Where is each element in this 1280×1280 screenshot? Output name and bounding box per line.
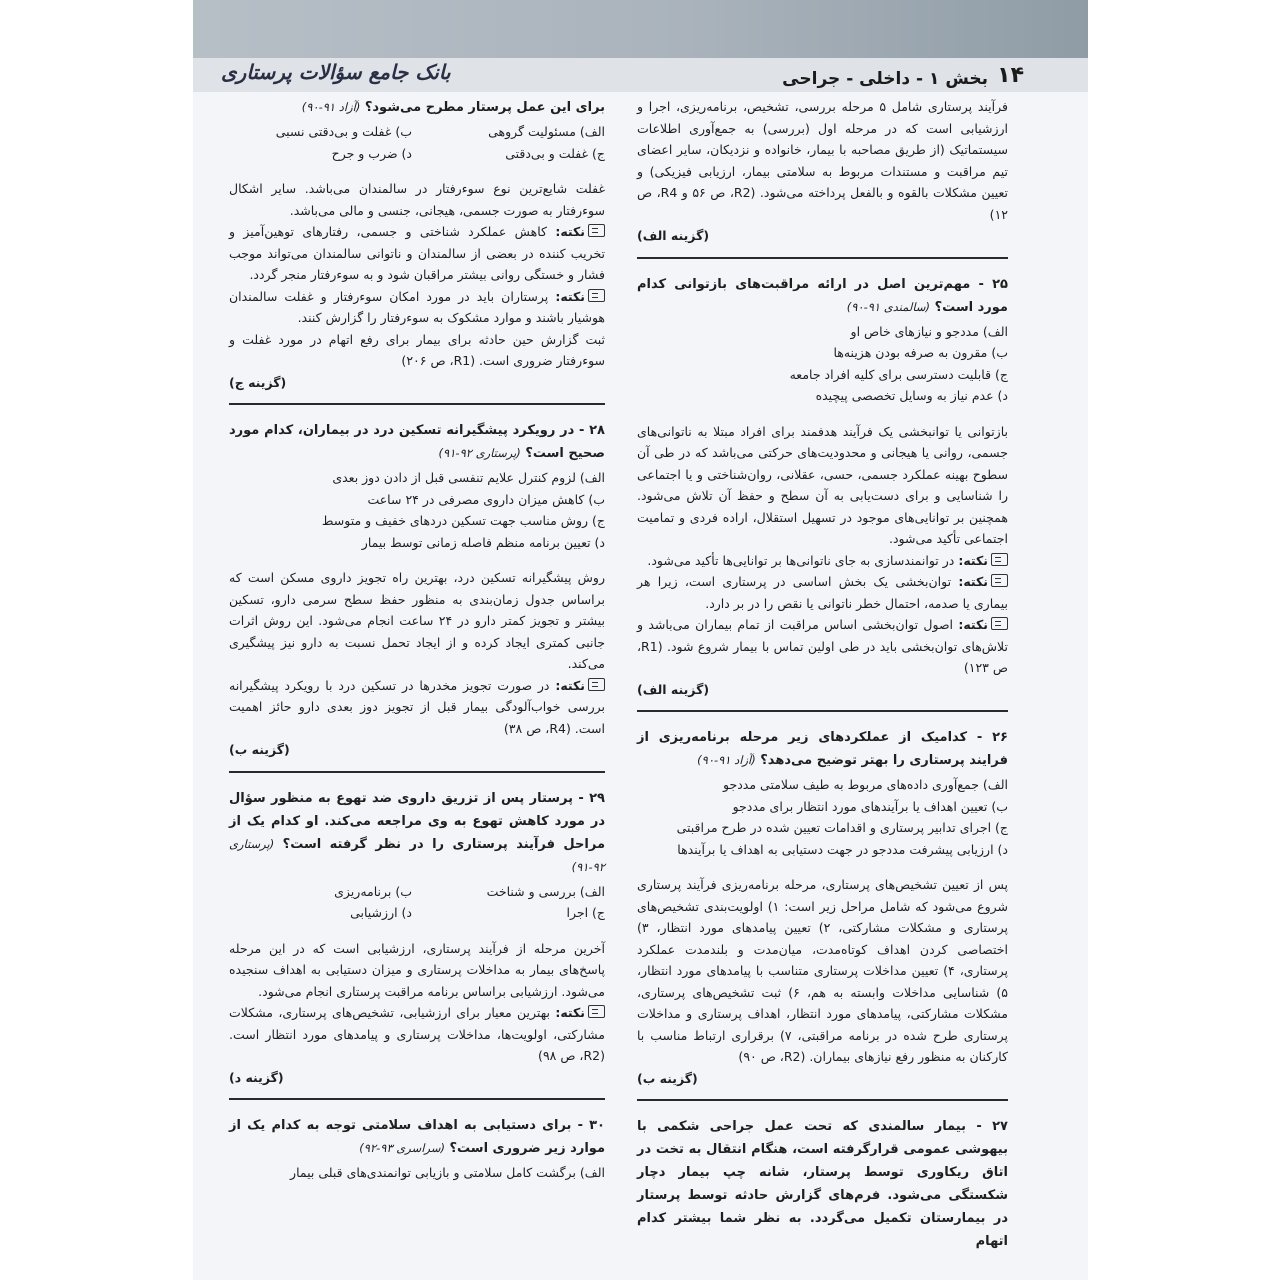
options-27 <box>229 121 605 164</box>
divider <box>637 257 1008 259</box>
options-29 <box>229 881 605 924</box>
explanation-26: پس از تعیین تشخیص‌های پرستاری، مرحله برنامه‌ریزی فرآیند پرستاری شروع می‌شود که شامل مراحل زیر است: ۱) اولویت‌بندی تشخیص‌های پرستاری و مشکلات مشارکتی، ۲) تعیین پیامدهای مورد انتظار، ۳) اختصاصی کردن اهداف کوتاه‌مدت، میان‌مدت و بلندمدت عملکرد پرستاری، ۴) تعیین مداخلات پرستاری متناسب با پیامدهای مورد انتظار، ۵) شناسایی مداخلات وابسته به هم، ۶) ثبت تشخیص‌های پرستاری، مشکلات مشارکتی، پیامدهای مورد انتظار، اهداف پرستاری و مداخلات پرستاری طرح شده در برنامه مراقبتی، ۷) برقراری ارتباط مناسب با کارکنان به منظور رفع نیازهای بیماران. (R2، ص ۹۰) <box>637 877 1009 1064</box>
note: نکته: در صورت تجویز مخدرها در تسکین درد با رویکرد پیشگیرانه بررسی خواب‌آلودگی بیمار قبل از تجویز دوز بعدی دارو حائز اهمیت است. (R4، ص ۳۸) <box>229 677 605 736</box>
note: نکته: توان‌بخشی یک بخش اساسی در پرستاری است، زیرا هر بیماری یا صدمه، احتمال خطر ناتوانی یا نقص را در بر دارد. <box>637 574 1008 611</box>
question-source: (آزاد ۹۱-۹۰) <box>697 753 756 767</box>
divider <box>229 1098 605 1100</box>
answer-label: (گزینه الف) <box>637 681 710 697</box>
divider <box>637 710 1008 712</box>
option: ج) قابلیت دسترسی برای کلیه افراد جامعه <box>789 366 1008 382</box>
options-26 <box>637 774 1008 860</box>
question-25: ۲۵ - مهم‌ترین اصل در ارائه مراقبت‌های بازتوانی کدام مورد است؟ (سالمندی ۹۱-۹۰) <box>637 276 1008 315</box>
divider <box>229 403 605 405</box>
note: نکته: پرستاران باید در مورد امکان سوءرفتار و غفلت سالمندان هوشیار باشند و موارد مشکوک به سوءرفتار را گزارش کنند. <box>229 288 605 325</box>
answer-label: (گزینه الف) <box>637 228 710 243</box>
option: الف) لزوم کنترل علایم تنفسی قبل از دادن دوز بعدی <box>332 470 605 485</box>
option: الف) جمع‌آوری داده‌های مربوط به طیف سلامتی مددجو <box>723 777 1008 792</box>
question-27-continued: برای این عمل پرستار مطرح می‌شود؟ (آزاد ۹۱-۹۰) <box>301 100 605 115</box>
note: نکته: بهترین معیار برای ارزشیابی، تشخیص‌های پرستاری، مشکلات مشارکتی، اولویت‌ها، مداخلات پرستاری و پیامدهای مورد انتظار است. (R2، ص ۹۸) <box>229 1005 605 1063</box>
option: الف) بررسی و شناخت <box>486 883 605 899</box>
explanation-25: بازتوانی یا توانبخشی یک فرآیند هدفمند برای افراد مبتلا به ناتوانی‌های جسمی، روانی یا هیجانی و محدودیت‌های حرکتی می‌باشد که در طی آن سطوح بهینه عملکرد جسمی، حسی، عقلانی، روان‌شناختی و یا اجتماعی را شناسایی و برای دست‌یابی به آن سطح و حفظ آن تلاش می‌شود. همچنین بر توانایی‌های موجود در تسهیل استقلال، اراده فردی و تمامیت اجتماعی تأکید می‌شود. <box>637 423 1008 546</box>
option: الف) مسئولیت گروهی <box>488 124 605 139</box>
note-icon <box>588 1005 605 1018</box>
book-page <box>193 0 1088 1280</box>
note-icon <box>991 617 1008 630</box>
note: نکته: در توانمندسازی به جای ناتوانی‌ها بر توانایی‌ها تأکید می‌شود. <box>637 550 1008 572</box>
answer-label: (گزینه ج) <box>229 374 287 390</box>
section-title: بخش ۱ - داخلی - جراحی <box>782 69 988 89</box>
option: ج) غفلت و بی‌دقتی <box>505 145 605 161</box>
question-28: ۲۸ - در رویکرد پیشگیرانه تسکین درد در بیماران، کدام مورد صحیح است؟ (پرستاری ۹۲-۹۱) <box>229 423 605 461</box>
answer-label: (گزینه ب) <box>637 1070 698 1086</box>
option: ب) کاهش میزان داروی مصرفی در ۲۴ ساعت <box>367 491 605 507</box>
note: نکته: کاهش عملکرد شناختی و جسمی، رفتارهای توهین‌آمیز و تخریب کننده در بعضی از سالمندان و ناتوانی سالمندان می‌تواند موجب فشار و خستگی روانی بیشتر مراقبان شود و به سوءرفتار منجر گردد. <box>229 224 605 282</box>
question-source: (پرستاری ۹۲-۹۱) <box>438 446 521 460</box>
options-30 <box>229 1162 605 1184</box>
option: د) تعیین برنامه منظم فاصله زمانی توسط بیمار <box>361 534 605 550</box>
option: ب) غفلت و بی‌دقتی نسبی <box>275 124 412 139</box>
option: ج) اجرا <box>566 905 605 920</box>
question-source: (آزاد ۹۱-۹۰) <box>301 100 361 114</box>
explanation-27b: ثبت گزارش حین حادثه برای بیمار برای رفع اتهام در مورد غفلت و سوءرفتار ضروری است. (R1، ص ۲۰۶) <box>229 331 605 368</box>
question-29: ۲۹ - پرستار پس از تزریق داروی ضد تهوع به منظور سؤال در مورد کاهش تهوع به وی مراجعه می‌کند. او کدام یک از مراحل فرآیند پرستاری را در نظر گرفته است؟ (پرستاری ۹۲-۹۱) <box>229 790 605 874</box>
answer-label: (گزینه د) <box>229 1069 284 1085</box>
right-column <box>637 96 1008 1253</box>
question-26: ۲۶ - کدامیک از عملکردهای زیر مرحله برنامه‌ریزی از فرایند پرستاری را بهتر توضیح می‌دهد؟ (آزاد ۹۱-۹۰) <box>637 730 1008 768</box>
note: نکته: اصول توان‌بخشی اساس مراقبت از تمام بیماران می‌باشد و تلاش‌های توان‌بخشی باید در طی اولین تماس با بیمار شروع شود. (R1، ص ۱۲۳) <box>637 617 1008 675</box>
question-source: (پرستاری ۹۲-۹۱) <box>229 836 605 874</box>
question-30: ۳۰ - برای دستیابی به اهداف سلامتی توجه به کدام یک از موارد زیر ضروری است؟ (سراسری ۹۳-۹۲) <box>229 1118 605 1156</box>
note-icon <box>991 553 1008 566</box>
note-icon <box>588 678 605 691</box>
left-column <box>229 96 605 1190</box>
option: د) عدم نیاز به وسایل تخصصی پیچیده <box>815 388 1008 403</box>
options-28 <box>229 467 605 553</box>
header-band <box>193 0 1088 58</box>
option: ب) مقرون به صرفه بودن هزینه‌ها <box>833 345 1008 360</box>
explanation-29: آخرین مرحله از فرآیند پرستاری، ارزشیابی است که در این مرحله پاسخ‌های بیمار به مداخلات پرستاری و میزان دستیابی به اهداف سنجیده می‌شود. ارزشیابی براساس برنامه مراقبت پرستاری انجام می‌شود. <box>229 940 605 999</box>
note-icon <box>588 289 605 302</box>
question-27: ۲۷ - بیمار سالمندی که تحت عمل جراحی شکمی با بیهوشی عمومی قرارگرفته است، هنگام انتقال به تخت در اتاق ریکاوری توسط پرستار، شانه چپ بیمار دچار شکستگی می‌شود. فرم‌های گزارش حادثه توسط پرستار در بیمارستان تکمیل می‌گردد. به نظر شما بیشتر کدام اتهام <box>637 1119 1008 1249</box>
question-source: (سراسری ۹۳-۹۲) <box>359 1141 445 1155</box>
divider <box>637 1099 1008 1101</box>
option: الف) برگشت کامل سلامتی و بازیابی توانمندی‌های قبلی بیمار <box>290 1165 605 1180</box>
option: د) ضرب و جرح <box>331 145 412 161</box>
options-25 <box>637 321 1008 407</box>
answer-label: (گزینه ب) <box>229 742 290 757</box>
page-number: ۱۴ <box>997 63 1024 88</box>
option: ج) اجرای تدابیر پرستاری و اقدامات تعیین شده در طرح مراقبتی <box>676 820 1008 835</box>
option: الف) مددجو و نیازهای خاص او <box>850 323 1008 339</box>
intro-text: فرآیند پرستاری شامل ۵ مرحله بررسی، تشخیص، برنامه‌ریزی، اجرا و ارزشیابی است که در مرحله اول (بررسی) به جمع‌آوری اطلاعات سیستماتیک (از طریق مصاحبه با بیمار، خانواده و نزدیکان، سایر اعضای تیم مراقبت و مستندات مربوط به سلامتی بیمار، ارزیابی فیزیکی) و تعیین مشکلات بالقوه و بالفعل پرداخته می‌شود. (R2، ص ۵۶ و R4، ص ۱۲) <box>637 99 1009 222</box>
book-title: بانک جامع سؤالات پرستاری <box>221 60 451 84</box>
explanation-28: روش پیشگیرانه تسکین درد، بهترین راه تجویز داروی مسکن است که براساس جدول زمان‌بندی به منظور حفظ سطح سرمی دارو، تسکین بیشتر و تجویز کمتر دارو در ۲۴ ساعت انجام می‌شود. این روش اثرات جانبی کمتری ایجاد کرده و از ایجاد تحمل نسبت به دارو نیز پیشگیری می‌کند. <box>229 570 605 671</box>
note-icon <box>588 224 605 237</box>
divider <box>229 771 605 773</box>
option: د) ارزیابی پیشرفت مددجو در جهت دستیابی به اهداف یا برآیندها <box>677 841 1008 857</box>
explanation-27: غفلت شایع‌ترین نوع سوءرفتار در سالمندان می‌باشد. سایر اشکال سوءرفتار به صورت جسمی، هیجانی، جنسی و مالی می‌باشد. <box>229 181 605 218</box>
question-source: (سالمندی ۹۱-۹۰) <box>846 299 931 314</box>
option: د) ارزشیابی <box>350 905 412 920</box>
note-icon <box>991 574 1008 587</box>
option: ب) برنامه‌ریزی <box>334 883 412 899</box>
option: ج) روش مناسب جهت تسکین دردهای خفیف و متوسط <box>321 513 605 528</box>
option: ب) تعیین اهداف یا برآیندهای مورد انتظار برای مددجو <box>732 798 1008 814</box>
